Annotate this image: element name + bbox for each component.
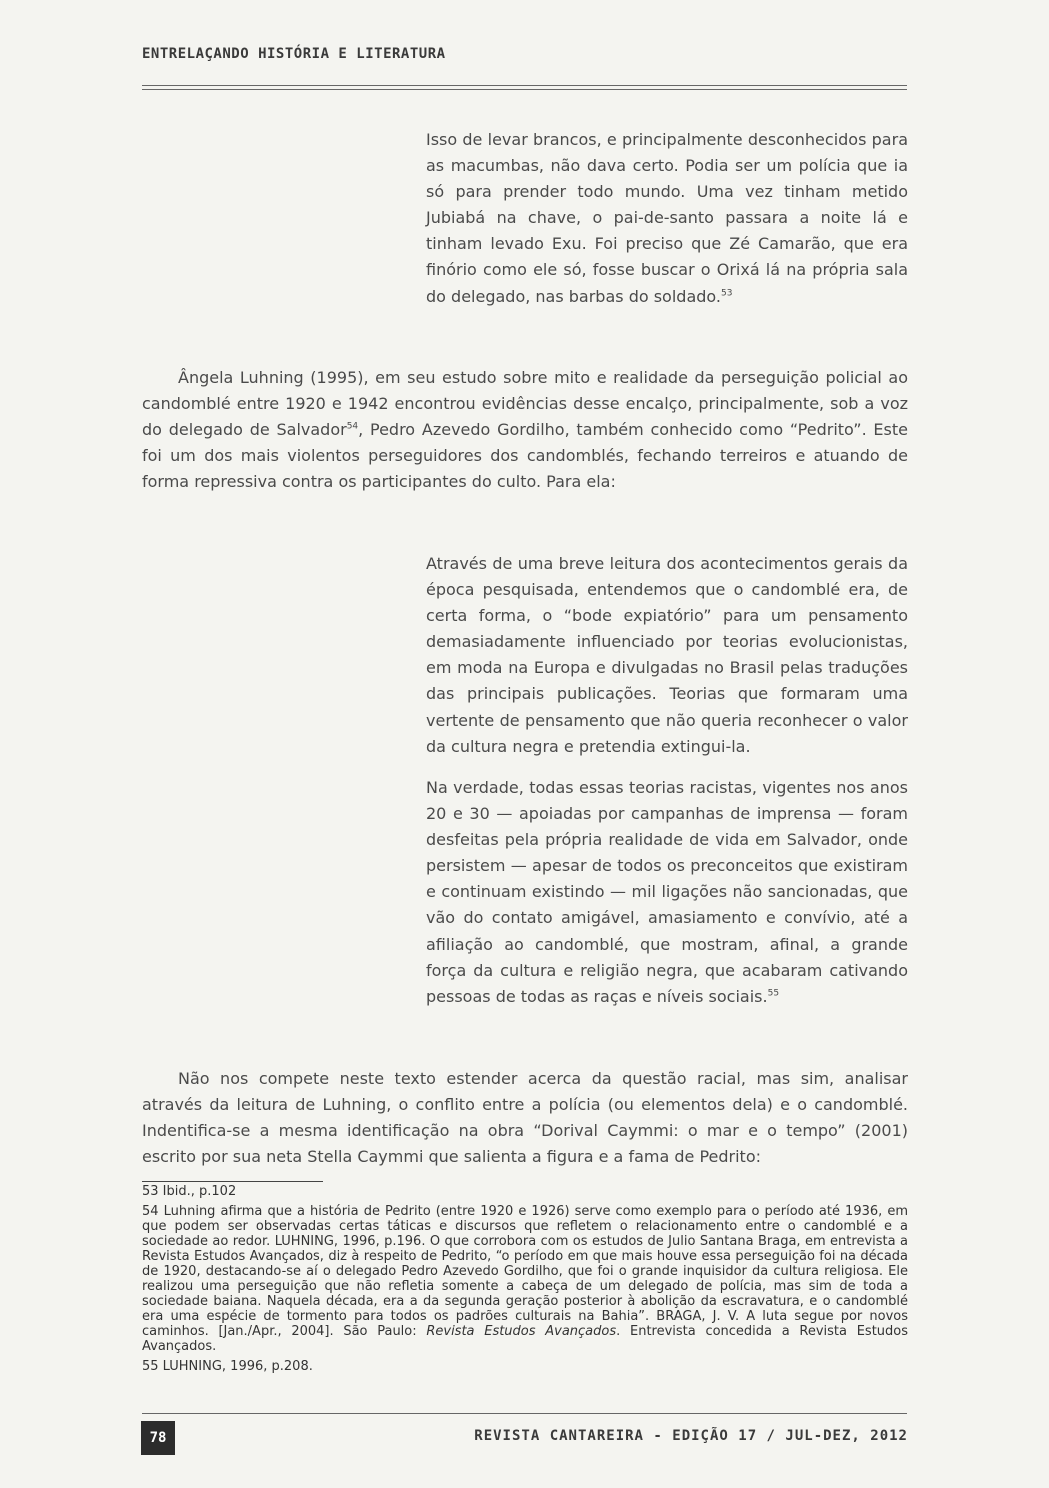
footnotes: [142, 1184, 908, 1379]
footnote-ref-55[interactable]: 55: [767, 988, 780, 999]
body-paragraph-2: Não nos compete neste texto estender acerca da questão racial, mas sim, analisar através da leitura de Luhning, o conflito entre a polícia (ou elementos dela) e o candomblé. Indentifica-se a mesma identificação na obra “Dorival Caymmi: o mar e o tempo” (2001) escrito por sua neta Stella Caymmi que salienta a figura e a fama de Pedrito:: [142, 1069, 908, 1166]
footnote-54-journal: Revista Estudos Avançados: [426, 1324, 617, 1339]
footnote-53: 53 Ibid., p.102: [142, 1184, 237, 1199]
footnote-ref-54[interactable]: 54: [346, 421, 359, 432]
header-rule-top: [142, 85, 907, 86]
header-rule-bottom: [142, 89, 907, 90]
block-quote-1: Isso de levar brancos, e principalmente desconhecidos para as macumbas, não dava certo. Podia ser um polícia que ia só para prender todo mundo. Uma vez tinham metido Jubiabá na chave, o pai-de-santo passara a noite lá e tinham levado Exu. Foi preciso que Zé Camarão, que era finório como ele só, fosse buscar o Orixá lá na própria sala do delegado, nas barbas do soldado.$^{53}$: [426, 130, 908, 306]
running-header: ENTRELAÇANDO HISTÓRIA E LITERATURA: [142, 46, 446, 62]
footnote-55: 55 LUHNING, 1996, p.208.: [142, 1359, 313, 1374]
footer-journal-title: REVISTA CANTAREIRA - EDIÇÃO 17 / JUL-DEZ, 2012: [474, 1428, 908, 1444]
footnote-54: 54 Luhning afirma que a história de Pedrito (entre 1920 e 1926) serve como exemplo para o período até 1936, em que podem ser observadas certas táticas e discursos que refletem o relacionamento entre o candomblé e a sociedade ao redor. LUHNING, 1996, p.196. O que corrobora com os estudos de Julio Santana Braga, em entrevista a Revista Estudos Avançados, diz à respeito de Pedrito, “o período em que mais houve essa perseguição foi na década de 1920, destacando-se aí o delegado Pedro Azevedo Gordilho, que foi o grande inquisidor da cultura religiosa. Ele realizou uma perseguição que não refletia somente a cabeça de um delegado de polícia, mas sim de toda a sociedade baiana. Naquela década, era a da segunda geração posterior à abolição da escravatura, e o candomblé era uma espécie de tormento para todos os padrões culturais na Bahia”. BRAGA, J. V. A luta segue por novos caminhos. [Jan./Apr., 2004]. São Paulo: Revista Estudos Avançados. Entrevista concedida a Revista Estudos Avançados.: [142, 1204, 909, 1354]
footer-rule: [142, 1413, 907, 1414]
footnote-separator: [142, 1181, 323, 1182]
block-quote-2-p2: Na verdade, todas essas teorias racistas, vigentes nos anos 20 e 30 — apoiadas por campanhas de imprensa — foram desfeitas pela própria realidade de vida em Salvador, onde persistem — apesar de todos os preconceitos que existiram e continuam existindo — mil ligações não sancionadas, que vão do contato amigável, amasiamento e convívio, até a afiliação ao candomblé, que mostram, afinal, a grande força da cultura e religião negra, que acabaram cativando pessoas de todas as raças e níveis sociais.$^{55}$: [426, 778, 908, 1006]
body-paragraph-1: Ângela Luhning (1995), em seu estudo sobre mito e realidade da perseguição policial ao candomblé entre 1920 e 1942 encontrou evidências desse encalço, principalmente, sob a voz do delegado de Salvador$^{54}$, Pedro Azevedo Gordilho, também conhecido como “Pedrito”. Este foi um dos mais violentos perseguidores dos candomblés, fechando terreiros e atuando de forma repressiva contra os participantes do culto. Para ela:: [142, 368, 908, 491]
footnote-ref-53[interactable]: 53: [721, 288, 733, 299]
page-number: 78: [141, 1421, 175, 1455]
block-quote-2-p1: Através de uma breve leitura dos acontecimentos gerais da época pesquisada, entendemos que o candomblé era, de certa forma, o “bode expiatório” para um pensamento demasiadamente influenciado por teorias evolucionistas, em moda na Europa e divulgadas no Brasil pelas traduções das principais publicações. Teorias que formaram uma vertente de pensamento que não queria reconhecer o valor da cultura negra e pretendia extingui-la.: [426, 554, 908, 756]
